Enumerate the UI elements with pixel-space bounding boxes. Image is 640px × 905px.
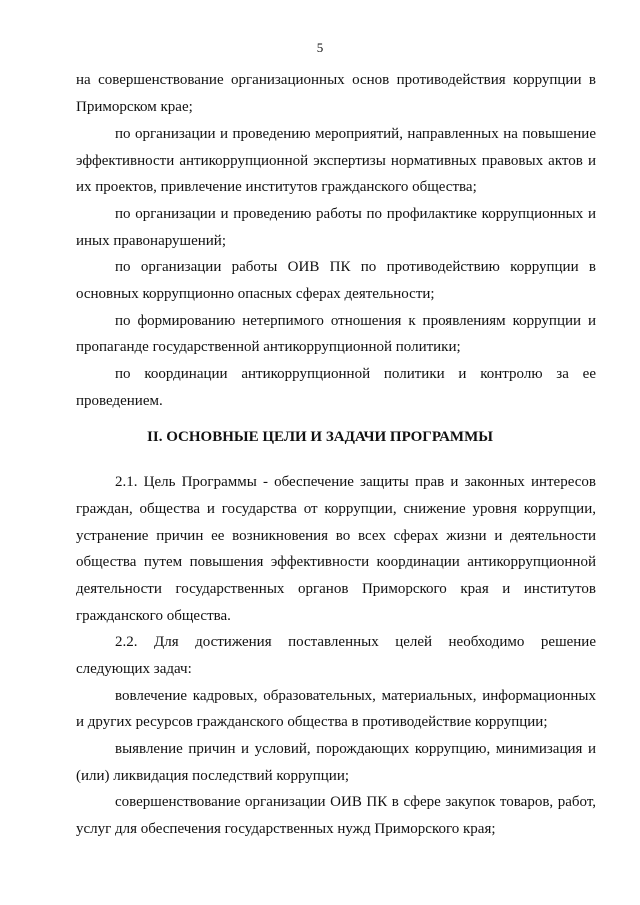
text-line: основных коррупционно опасных сферах деятельности; (76, 286, 435, 302)
text-line: по организации работы ОИВ ПК по противодействию коррупции в (115, 259, 596, 275)
text-line: совершенствование организации ОИВ ПК в сфере закупок товаров, работ, (115, 794, 596, 810)
text-line: выявление причин и условий, порождающих коррупцию, минимизация и (115, 741, 596, 757)
text-line: устранение причин ее возникновения во всех сферах жизни и деятельности (76, 528, 596, 544)
text-line: общества путем повышения эффективности координации антикоррупционной (76, 554, 596, 570)
section-heading: II. ОСНОВНЫЕ ЦЕЛИ И ЗАДАЧИ ПРОГРАММЫ (147, 429, 493, 445)
text-line: и других ресурсов гражданского общества в противодействие коррупции; (76, 714, 548, 730)
text-line: по координации антикоррупционной политики и контролю за ее (115, 366, 596, 382)
text-line: деятельности государственных органов Приморского края и институтов (76, 581, 596, 597)
text-line: на совершенствование организационных основ противодействия коррупции в (76, 72, 596, 88)
text-line: пропаганде государственной антикоррупционной политики; (76, 339, 461, 355)
text-line: их проектов, привлечение институтов гражданского общества; (76, 179, 477, 195)
text-line: иных правонарушений; (76, 233, 226, 249)
text-line: 2.1. Цель Программы - обеспечение защиты прав и законных интересов (115, 474, 596, 490)
text-line: граждан, общества и государства от коррупции, снижение уровня коррупции, (76, 501, 596, 517)
page-number: 5 (316, 40, 324, 55)
text-line: 2.2. Для достижения поставленных целей необходимо решение (115, 634, 596, 650)
text-line: эффективности антикоррупционной экспертизы нормативных правовых актов и (76, 153, 596, 169)
text-line: (или) ликвидация последствий коррупции; (76, 768, 350, 784)
text-line: Приморском крае; (76, 99, 193, 115)
text-line: проведением. (76, 393, 163, 409)
text-line: услуг для обеспечения государственных нужд Приморского края; (76, 821, 496, 837)
text-line: по организации и проведению мероприятий, направленных на повышение (115, 126, 596, 142)
text-line: вовлечение кадровых, образовательных, материальных, информационных (115, 688, 596, 704)
text-line: гражданского общества. (76, 608, 231, 624)
text-line: следующих задач: (76, 661, 192, 677)
text-line: по формированию нетерпимого отношения к проявлениям коррупции и (115, 313, 596, 329)
text-line: по организации и проведению работы по профилактике коррупционных и (115, 206, 596, 222)
